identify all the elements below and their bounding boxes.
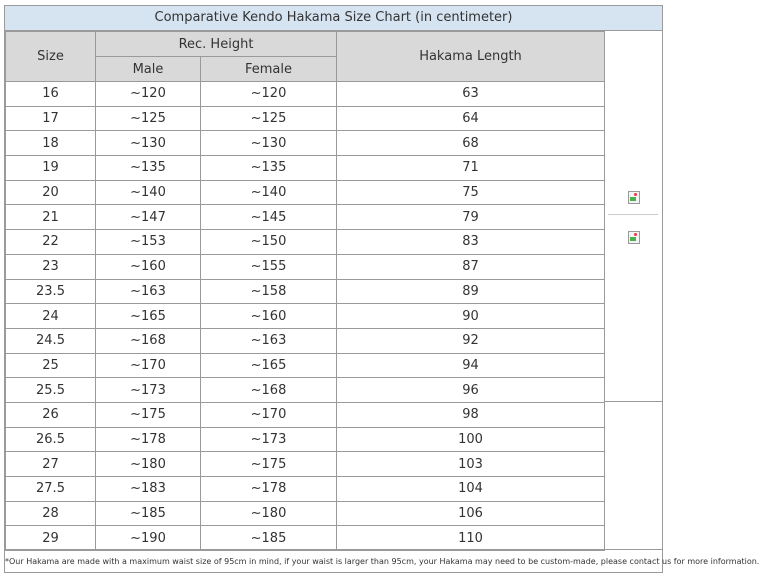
cell-male: ~178 [96,427,201,452]
cell-size: 19 [6,156,96,181]
cell-female: ~135 [201,156,337,181]
cell-female: ~165 [201,353,337,378]
header-male: Male [96,57,201,82]
cell-size: 27 [6,452,96,477]
cell-female: ~140 [201,180,337,205]
table-row [6,526,605,551]
cell-size: 23 [6,254,96,279]
table-row [6,131,605,156]
chart-title: Comparative Kendo Hakama Size Chart (in centimeter) [5,6,662,31]
cell-female: ~130 [201,131,337,156]
cell-size: 26 [6,402,96,427]
table-row [6,180,605,205]
header-size: Size [6,32,96,82]
cell-female: ~173 [201,427,337,452]
cell-male: ~173 [96,378,201,403]
cell-female: ~175 [201,452,337,477]
cell-female: ~180 [201,501,337,526]
cell-size: 27.5 [6,477,96,502]
cell-size: 16 [6,82,96,107]
cell-female: ~163 [201,328,337,353]
cell-hakama-length: 103 [337,452,605,477]
cell-size: 25 [6,353,96,378]
cell-male: ~183 [96,477,201,502]
cell-size: 23.5 [6,279,96,304]
broken-image-icon [628,191,640,203]
cell-female: ~158 [201,279,337,304]
cell-size: 25.5 [6,378,96,403]
cell-female: ~178 [201,477,337,502]
cell-hakama-length: 90 [337,304,605,329]
table-row [6,353,605,378]
cell-hakama-length: 68 [337,131,605,156]
cell-hakama-length: 94 [337,353,605,378]
cell-female: ~120 [201,82,337,107]
table-row [6,328,605,353]
cell-female: ~150 [201,230,337,255]
cell-male: ~168 [96,328,201,353]
cell-hakama-length: 83 [337,230,605,255]
cell-female: ~185 [201,526,337,551]
table-row [6,402,605,427]
header-hakama-length: Hakama Length [337,32,605,82]
cell-male: ~165 [96,304,201,329]
cell-hakama-length: 96 [337,378,605,403]
table-row [6,501,605,526]
cell-male: ~160 [96,254,201,279]
table-row [6,254,605,279]
cell-size: 26.5 [6,427,96,452]
table-row [6,230,605,255]
cell-male: ~180 [96,452,201,477]
cell-male: ~190 [96,526,201,551]
side-image-panel [604,31,663,402]
cell-hakama-length: 110 [337,526,605,551]
cell-hakama-length: 92 [337,328,605,353]
side-divider [608,214,658,215]
cell-male: ~170 [96,353,201,378]
cell-male: ~120 [96,82,201,107]
table-row [6,378,605,403]
cell-male: ~153 [96,230,201,255]
table-row [6,427,605,452]
cell-size: 17 [6,106,96,131]
size-table-body [6,82,605,551]
table-row [6,452,605,477]
cell-hakama-length: 75 [337,180,605,205]
header-rec-height: Rec. Height [96,32,337,57]
cell-male: ~135 [96,156,201,181]
cell-hakama-length: 106 [337,501,605,526]
table-row [6,205,605,230]
cell-size: 24.5 [6,328,96,353]
cell-hakama-length: 89 [337,279,605,304]
cell-hakama-length: 71 [337,156,605,181]
footnote: *Our Hakama are made with a maximum waist size of 95cm in mind, if your waist is larger than 95cm, your Hakama may need to be custom-made, please contact us for more information. [5,549,662,573]
size-table-container [5,31,604,551]
cell-size: 22 [6,230,96,255]
cell-female: ~168 [201,378,337,403]
table-row [6,106,605,131]
broken-image-icon [628,231,640,243]
header-female: Female [201,57,337,82]
cell-male: ~185 [96,501,201,526]
cell-hakama-length: 63 [337,82,605,107]
cell-hakama-length: 98 [337,402,605,427]
table-row [6,477,605,502]
cell-male: ~163 [96,279,201,304]
cell-male: ~130 [96,131,201,156]
cell-female: ~160 [201,304,337,329]
cell-hakama-length: 79 [337,205,605,230]
table-row [6,279,605,304]
cell-hakama-length: 104 [337,477,605,502]
cell-male: ~175 [96,402,201,427]
table-row [6,82,605,107]
cell-male: ~147 [96,205,201,230]
size-table [5,31,605,551]
cell-size: 18 [6,131,96,156]
cell-size: 20 [6,180,96,205]
cell-female: ~155 [201,254,337,279]
cell-female: ~145 [201,205,337,230]
cell-size: 21 [6,205,96,230]
table-row [6,156,605,181]
cell-hakama-length: 100 [337,427,605,452]
cell-size: 29 [6,526,96,551]
cell-male: ~140 [96,180,201,205]
cell-female: ~170 [201,402,337,427]
cell-male: ~125 [96,106,201,131]
cell-female: ~125 [201,106,337,131]
cell-size: 28 [6,501,96,526]
cell-hakama-length: 87 [337,254,605,279]
cell-hakama-length: 64 [337,106,605,131]
table-row [6,304,605,329]
cell-size: 24 [6,304,96,329]
